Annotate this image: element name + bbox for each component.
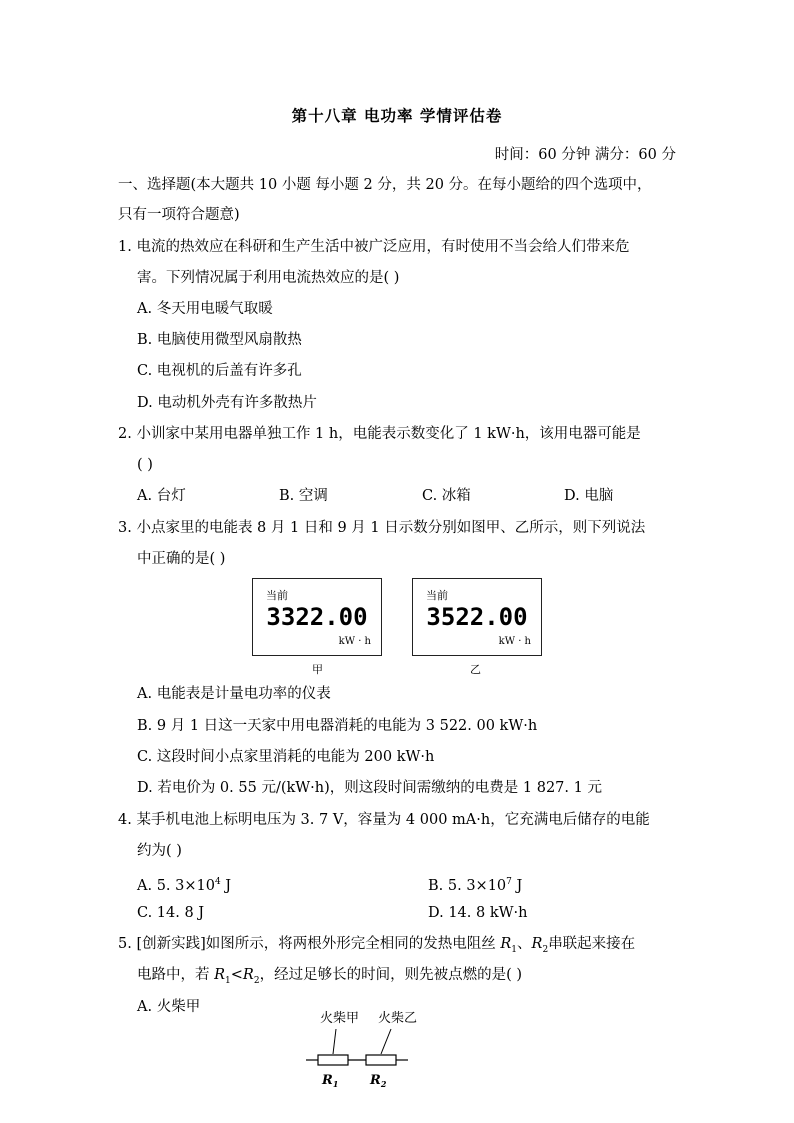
meter-jia <box>252 578 382 656</box>
r1-symbol: R <box>500 936 512 952</box>
q4-option-d: D. 14. 8 kW·h <box>428 905 528 921</box>
q2-option-c: C. 冰箱 <box>422 488 471 504</box>
series-resistor-diagram <box>296 1004 446 1094</box>
q5-l1-end: 串联起来接在 <box>548 936 636 952</box>
meter-yi-unit: kW · h <box>498 636 531 647</box>
match-jia-leader <box>333 1029 336 1054</box>
r1-sub: 1 <box>225 975 231 986</box>
q1-option-b: B. 电脑使用微型风扇散热 <box>137 332 302 348</box>
q1-stem-line2: 害。下列情况属于利用电流热效应的是( ) <box>137 270 400 286</box>
q3-option-d: D. 若电价为 0. 55 元/(kW·h)，则这段时间需缴纳的电费是 1 827. 1 元 <box>137 780 602 796</box>
match-yi-label: 火柴乙 <box>378 1011 418 1026</box>
meter-yi <box>412 578 542 656</box>
q3-stem-line2: 中正确的是( ) <box>137 551 226 567</box>
q5-l2-text: 电路中，若 <box>137 967 215 983</box>
match-jia-label: 火柴甲 <box>320 1011 360 1026</box>
q4-option-b <box>428 871 522 897</box>
page-title: 第十八章 电功率 学情评估卷 <box>291 106 503 125</box>
q1-option-a: A. 冬天用电暖气取暖 <box>137 301 273 317</box>
q3-option-c: C. 这段时间小点家里消耗的电能为 200 kW·h <box>137 749 435 765</box>
meter-yi-label: 当前 <box>426 589 448 602</box>
resistor-r2 <box>366 1055 396 1065</box>
r2-sub: 2 <box>542 944 549 955</box>
r2-diagram-label: $R_2$ <box>370 1073 387 1089</box>
q4-stem-line1: 4. 某手机电池上标明电压为 3. 7 V，容量为 4 000 mA·h，它充满电后储存的电能 <box>118 812 650 828</box>
section-heading-line1: 一、选择题(本大题共 10 小题 每小题 2 分，共 20 分。在每小题给的四个选项中， <box>118 177 652 193</box>
q4-option-a <box>137 871 231 897</box>
r2-symbol: R <box>242 967 254 983</box>
r2-symbol: R <box>531 936 543 952</box>
q5-option-a: A. 火柴甲 <box>137 999 201 1015</box>
r1-symbol: R <box>214 967 226 983</box>
q2-option-d: D. 电脑 <box>564 488 614 504</box>
meter-yi-reading: 3522.00 <box>426 603 528 631</box>
q3-option-b: B. 9 月 1 日这一天家中用电器消耗的电能为 3 522. 00 kW·h <box>137 718 538 734</box>
q5-l2-end: ，经过足够长的时间，则先被点燃的是( ) <box>259 967 522 983</box>
section-heading-line2: 只有一项符合题意) <box>118 207 240 223</box>
exam-meta: 时间：60 分钟 满分：60 分 <box>494 147 676 163</box>
q4-b-exp: 7 <box>506 877 512 887</box>
q5-l1-sep: 、 <box>517 936 532 952</box>
q2-option-a: A. 台灯 <box>137 488 186 504</box>
q4-b-base: B. 5. 3×10 <box>428 877 507 894</box>
q5-stem-line2 <box>137 964 522 992</box>
q4-a-unit: J <box>220 877 232 894</box>
q3-stem-line1: 3. 小点家里的电能表 8 月 1 日和 9 月 1 日示数分别如图甲、乙所示，则下列说法 <box>118 520 646 536</box>
meter-jia-unit: kW · h <box>338 636 371 647</box>
q4-b-unit: J <box>511 877 523 894</box>
q4-a-base: A. 5. 3×10 <box>137 877 215 894</box>
q2-option-b: B. 空调 <box>279 488 328 504</box>
q5-stem-line1 <box>118 933 635 961</box>
less-than-sign: < <box>230 967 243 983</box>
r1-diagram-label: $R_1$ <box>322 1073 339 1089</box>
q4-option-c: C. 14. 8 J <box>137 905 205 921</box>
r2-sub: 2 <box>253 975 260 986</box>
match-yi-leader <box>381 1029 391 1054</box>
q2-stem-line1: 2. 小训家中某用电器单独工作 1 h，电能表示数变化了 1 kW·h，该用电器可能是 <box>118 426 641 442</box>
meter-yi-caption: 乙 <box>470 663 481 676</box>
resistor-r1 <box>318 1055 348 1065</box>
meter-jia-label: 当前 <box>266 589 288 602</box>
q1-option-d: D. 电动机外壳有许多散热片 <box>137 395 317 411</box>
r1-sub: 1 <box>511 944 518 955</box>
q5-l1-text: 5. [创新实践]如图所示，将两根外形完全相同的发热电阻丝 <box>118 936 501 952</box>
q3-option-a: A. 电能表是计量电功率的仪表 <box>137 686 331 702</box>
q1-option-c: C. 电视机的后盖有许多孔 <box>137 363 302 379</box>
q2-stem-line2: ( ) <box>137 457 153 473</box>
meter-jia-reading: 3322.00 <box>266 603 368 631</box>
meter-jia-caption: 甲 <box>312 663 323 676</box>
q1-stem-line1: 1. 电流的热效应在科研和生产生活中被广泛应用，有时使用不当会给人们带来危 <box>118 239 630 255</box>
q4-a-exp: 4 <box>214 877 221 887</box>
q4-stem-line2: 约为( ) <box>137 843 182 859</box>
